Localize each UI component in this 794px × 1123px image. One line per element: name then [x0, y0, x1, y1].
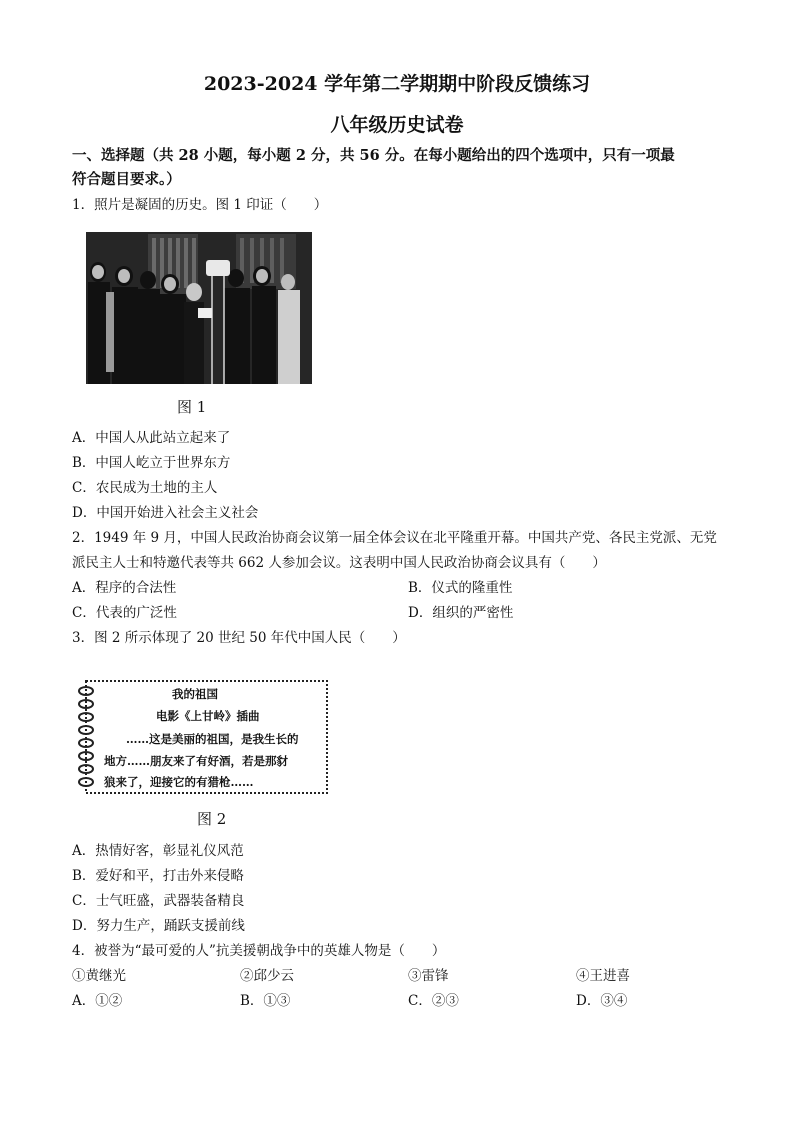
lyric-line-3: 狼来了，迎接它的有猎枪……	[104, 775, 254, 789]
question-1-option-c[interactable]: C．农民成为土地的主人	[72, 480, 218, 496]
figure-1-photo	[86, 232, 312, 384]
question-3-option-a[interactable]: A．热情好客，彰显礼仪风范	[72, 843, 244, 859]
question-4-item-4: ④王进喜	[576, 968, 630, 984]
question-3-stem: 3．图 2 所示体现了 20 世纪 50 年代中国人民（ ）	[72, 630, 406, 646]
figure-1-caption: 图 1	[177, 398, 207, 416]
question-4-option-c[interactable]: C．②③	[408, 993, 459, 1009]
question-1-option-a[interactable]: A．中国人从此站立起来了	[72, 430, 231, 446]
lyric-line-2: 地方……朋友来了有好酒，若是那豺	[104, 754, 288, 768]
question-1-stem: 1．照片是凝固的历史。图 1 印证（ ）	[72, 197, 328, 213]
question-3-option-c[interactable]: C．士气旺盛，武器装备精良	[72, 893, 245, 909]
question-4-option-d[interactable]: D．③④	[576, 993, 628, 1009]
question-3-option-b[interactable]: B．爱好和平，打击外来侵略	[72, 868, 244, 884]
question-4-stem: 4．被誉为“最可爱的人”抗美援朝战争中的英雄人物是（ ）	[72, 943, 446, 959]
question-4-option-a[interactable]: A．①②	[72, 993, 123, 1009]
question-2-option-a[interactable]: A．程序的合法性	[72, 580, 177, 596]
exam-title: 2023-2024 学年第二学期期中阶段反馈练习	[203, 73, 591, 95]
question-2-option-d[interactable]: D．组织的严密性	[408, 605, 514, 621]
question-4-option-b[interactable]: B．①③	[240, 993, 291, 1009]
question-2-option-c[interactable]: C．代表的广泛性	[72, 605, 177, 621]
section-heading-cont: 符合题目要求。）	[72, 171, 181, 188]
section-heading: 一、选择题（共 28 小题，每小题 2 分，共 56 分。在每小题给出的四个选项中，只有一项最	[72, 147, 675, 164]
question-4-item-3: ③雷锋	[408, 968, 449, 984]
figure-2-lyric-card	[74, 677, 330, 797]
question-4-item-2: ②邱少云	[240, 968, 294, 984]
question-2-stem-cont: 派民主人士和特邀代表等共 662 人参加会议。这表明中国人民政治协商会议具有（ ）	[72, 555, 606, 571]
question-1-option-b[interactable]: B．中国人屹立于世界东方	[72, 455, 231, 471]
question-1-option-d[interactable]: D．中国开始进入社会主义社会	[72, 505, 259, 521]
question-4-item-1: ①黄继光	[72, 968, 126, 984]
question-2-option-b[interactable]: B．仪式的隆重性	[408, 580, 513, 596]
lyric-title: 我的祖国	[172, 687, 218, 701]
figure-2-caption: 图 2	[197, 810, 227, 828]
exam-subtitle: 八年级历史试卷	[330, 114, 464, 136]
lyric-line-1: ……这是美丽的祖国，是我生长的	[126, 732, 299, 746]
lyric-source: 电影《上甘岭》插曲	[156, 709, 260, 723]
question-2-stem: 2．1949 年 9 月，中国人民政治协商会议第一届全体会议在北平隆重开幕。中国共产党、各民主党派、无党	[72, 530, 717, 546]
question-3-option-d[interactable]: D．努力生产，踊跃支援前线	[72, 918, 245, 934]
